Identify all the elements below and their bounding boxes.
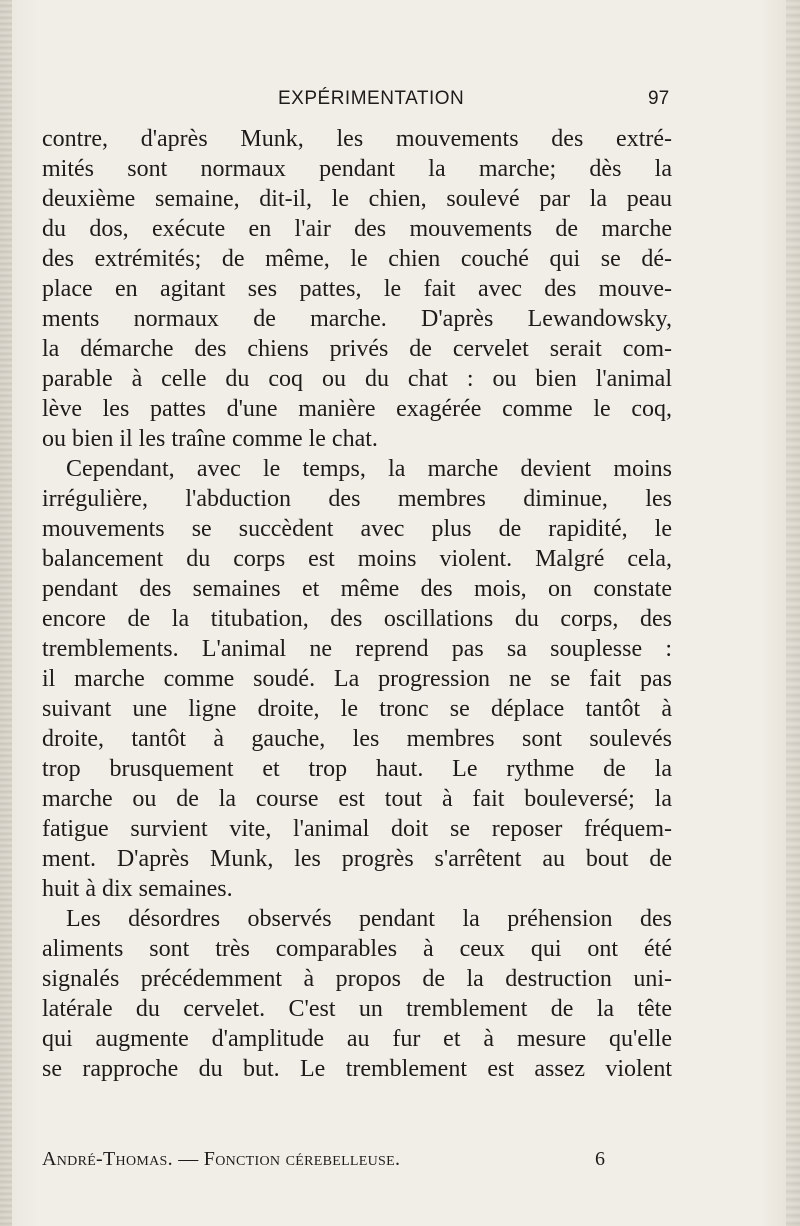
text-line: encore de la titubation, des oscillations du corps, des (42, 606, 672, 632)
text-line: lève les pattes d'une manière exagérée comme le coq, (42, 396, 672, 422)
text-line: balancement du corps est moins violent. Malgré cela, (42, 546, 672, 572)
text-line: signalés précédemment à propos de la destruction uni- (42, 966, 672, 992)
text-line: ments normaux de marche. D'après Lewandowsky, (42, 306, 672, 332)
text-line: ou bien il les traîne comme le chat. (42, 426, 378, 452)
text-line: trop brusquement et trop haut. Le rythme de la (42, 756, 672, 782)
text-line: pendant des semaines et même des mois, on constate (42, 576, 672, 602)
running-head (40, 88, 680, 114)
running-title: EXPÉRIMENTATION (278, 88, 465, 109)
text-line: qui augmente d'amplitude au fur et à mesure qu'elle (42, 1026, 672, 1052)
page-right-edge (786, 0, 800, 1226)
text-line: irrégulière, l'abduction des membres diminue, les (42, 486, 672, 512)
page-left-edge (0, 0, 12, 1226)
text-line: mités sont normaux pendant la marche; dès la (42, 156, 672, 182)
signature-mark: 6 (595, 1148, 605, 1170)
text-line: des extrémités; de même, le chien couché qui se dé- (42, 246, 672, 272)
text-line: la démarche des chiens privés de cervelet serait com- (42, 336, 672, 362)
text-line: aliments sont très comparables à ceux qui ont été (42, 936, 672, 962)
text-line: parable à celle du coq ou du chat : ou bien l'animal (42, 366, 672, 392)
text-line: suivant une ligne droite, le tronc se déplace tantôt à (42, 696, 672, 722)
text-line: droite, tantôt à gauche, les membres sont soulevés (42, 726, 672, 752)
text-line: fatigue survient vite, l'animal doit se reposer fréquem- (42, 816, 672, 842)
text-line: mouvements se succèdent avec plus de rapidité, le (42, 516, 672, 542)
page-number: 97 (648, 88, 670, 109)
text-line: deuxième semaine, dit-il, le chien, soulevé par la peau (42, 186, 672, 212)
text-line: du dos, exécute en l'air des mouvements de marche (42, 216, 672, 242)
paragraph-start: Cependant, avec le temps, la marche devient moins (66, 456, 672, 482)
text-line: marche ou de la course est tout à fait bouleversé; la (42, 786, 672, 812)
text-line: se rapproche du but. Le tremblement est assez violent (42, 1056, 672, 1082)
footer-author-title: André-Thomas. — Fonction cérebelleuse. (42, 1148, 401, 1170)
text-line: place en agitant ses pattes, le fait avec des mouve- (42, 276, 672, 302)
footer (42, 1148, 672, 1174)
paragraph-start: Les désordres observés pendant la préhension des (66, 906, 672, 932)
text-line: latérale du cervelet. C'est un tremblement de la tête (42, 996, 672, 1022)
text-line: tremblements. L'animal ne reprend pas sa souplesse : (42, 636, 672, 662)
text-line: ment. D'après Munk, les progrès s'arrêtent au bout de (42, 846, 672, 872)
text-line: huit à dix semaines. (42, 876, 233, 902)
body-text (42, 124, 672, 1084)
text-line: contre, d'après Munk, les mouvements des extré- (42, 126, 672, 152)
text-line: il marche comme soudé. La progression ne se fait pas (42, 666, 672, 692)
